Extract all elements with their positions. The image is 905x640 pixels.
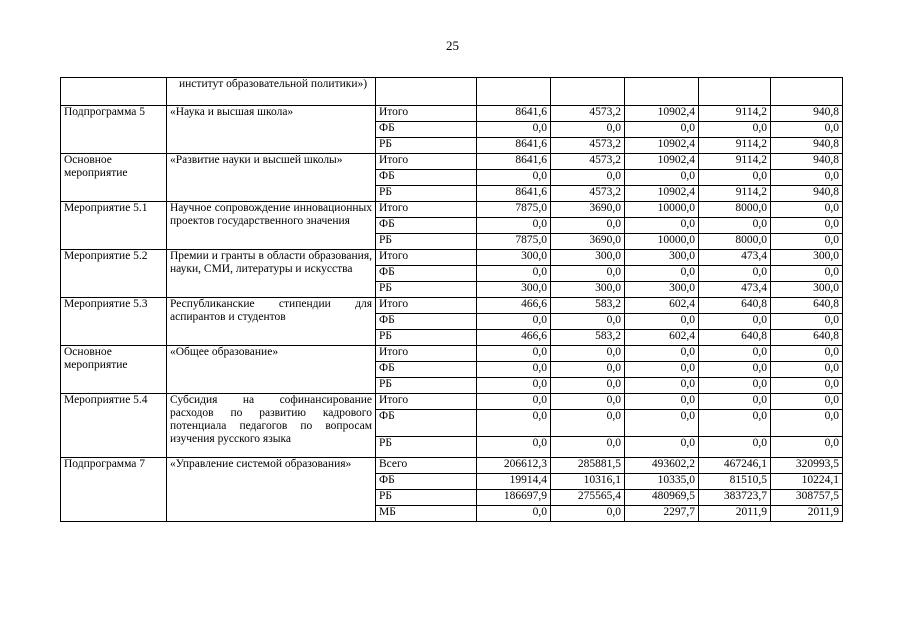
value-cell: 0,0: [551, 506, 625, 522]
value-cell: 0,0: [551, 394, 625, 410]
value-cell: 0,0: [477, 218, 551, 234]
program-title-cell: Научное сопровождение инновационных проектов государственного значения: [167, 202, 376, 250]
value-cell: 10335,0: [625, 474, 699, 490]
budget-type-cell: РБ: [376, 437, 477, 458]
value-cell: 0,0: [551, 378, 625, 394]
value-cell: 473,4: [699, 282, 771, 298]
value-cell: 0,0: [771, 346, 843, 362]
value-cell: 0,0: [771, 218, 843, 234]
value-cell: 0,0: [699, 314, 771, 330]
budget-type-cell: Итого: [376, 202, 477, 218]
value-cell: 7875,0: [477, 202, 551, 218]
value-cell: [699, 78, 771, 106]
value-cell: 0,0: [551, 362, 625, 378]
budget-row: [61, 394, 843, 410]
value-cell: 0,0: [771, 170, 843, 186]
funding-table: [60, 77, 843, 522]
value-cell: [625, 78, 699, 106]
value-cell: 4573,2: [551, 138, 625, 154]
value-cell: 300,0: [477, 250, 551, 266]
value-cell: 0,0: [551, 218, 625, 234]
budget-row: [61, 458, 843, 474]
value-cell: 583,2: [551, 330, 625, 346]
budget-type-cell: РБ: [376, 234, 477, 250]
value-cell: 2297,7: [625, 506, 699, 522]
value-cell: 583,2: [551, 298, 625, 314]
budget-type-cell: ФБ: [376, 314, 477, 330]
budget-type-cell: Итого: [376, 250, 477, 266]
budget-type-cell: РБ: [376, 378, 477, 394]
program-name-cell: Мероприятие 5.3: [61, 298, 167, 346]
value-cell: 0,0: [771, 266, 843, 282]
value-cell: 0,0: [771, 122, 843, 138]
budget-type-cell: ФБ: [376, 410, 477, 437]
value-cell: 0,0: [771, 362, 843, 378]
budget-type-cell: ФБ: [376, 122, 477, 138]
budget-type-cell: РБ: [376, 330, 477, 346]
value-cell: 81510,5: [699, 474, 771, 490]
value-cell: 0,0: [771, 394, 843, 410]
value-cell: 0,0: [699, 346, 771, 362]
program-title-cell: Республиканские стипендии для аспирантов и студентов: [167, 298, 376, 346]
funding-table-body: [61, 78, 843, 522]
value-cell: 480969,5: [625, 490, 699, 506]
value-cell: 493602,2: [625, 458, 699, 474]
value-cell: 0,0: [477, 266, 551, 282]
budget-row: [61, 106, 843, 122]
value-cell: 4573,2: [551, 186, 625, 202]
value-cell: 0,0: [699, 362, 771, 378]
page-number: 25: [446, 38, 459, 53]
value-cell: 467246,1: [699, 458, 771, 474]
program-name-cell: Мероприятие 5.1: [61, 202, 167, 250]
value-cell: 0,0: [625, 378, 699, 394]
value-cell: 10000,0: [625, 234, 699, 250]
budget-type-cell: Итого: [376, 154, 477, 170]
value-cell: 8641,6: [477, 106, 551, 122]
value-cell: 4573,2: [551, 106, 625, 122]
program-title-cell: институт образовательной политики»): [167, 78, 376, 106]
value-cell: 2011,9: [771, 506, 843, 522]
value-cell: 8641,6: [477, 138, 551, 154]
value-cell: 640,8: [771, 298, 843, 314]
budget-type-cell: Итого: [376, 394, 477, 410]
value-cell: 0,0: [771, 437, 843, 458]
budget-row: [61, 346, 843, 362]
value-cell: 10224,1: [771, 474, 843, 490]
budget-type-cell: ФБ: [376, 362, 477, 378]
value-cell: 300,0: [477, 282, 551, 298]
value-cell: 285881,5: [551, 458, 625, 474]
budget-type-cell: Итого: [376, 298, 477, 314]
program-title-cell: «Развитие науки и высшей школы»: [167, 154, 376, 202]
value-cell: 0,0: [477, 394, 551, 410]
value-cell: 0,0: [699, 218, 771, 234]
budget-type-cell: Итого: [376, 106, 477, 122]
value-cell: 0,0: [477, 314, 551, 330]
value-cell: 0,0: [699, 266, 771, 282]
value-cell: 0,0: [625, 410, 699, 437]
value-cell: 0,0: [771, 410, 843, 437]
value-cell: 0,0: [477, 506, 551, 522]
value-cell: 9114,2: [699, 154, 771, 170]
value-cell: 0,0: [699, 394, 771, 410]
value-cell: 8641,6: [477, 154, 551, 170]
budget-type-cell: ФБ: [376, 170, 477, 186]
budget-type-cell: Всего: [376, 458, 477, 474]
budget-row: [61, 250, 843, 266]
value-cell: 0,0: [699, 437, 771, 458]
program-title-cell: «Наука и высшая школа»: [167, 106, 376, 154]
value-cell: 308757,5: [771, 490, 843, 506]
budget-type-cell: РБ: [376, 490, 477, 506]
value-cell: 473,4: [699, 250, 771, 266]
value-cell: 19914,4: [477, 474, 551, 490]
budget-row: [61, 202, 843, 218]
budget-row: [61, 154, 843, 170]
budget-row: [61, 298, 843, 314]
value-cell: 940,8: [771, 106, 843, 122]
value-cell: 10000,0: [625, 202, 699, 218]
value-cell: 0,0: [551, 170, 625, 186]
value-cell: 8641,6: [477, 186, 551, 202]
value-cell: 940,8: [771, 186, 843, 202]
budget-type-cell: ФБ: [376, 474, 477, 490]
value-cell: 0,0: [625, 122, 699, 138]
value-cell: 3690,0: [551, 234, 625, 250]
value-cell: 300,0: [551, 282, 625, 298]
value-cell: 0,0: [699, 122, 771, 138]
value-cell: 602,4: [625, 330, 699, 346]
value-cell: 0,0: [771, 202, 843, 218]
value-cell: 7875,0: [477, 234, 551, 250]
value-cell: 0,0: [625, 346, 699, 362]
program-name-cell: Мероприятие 5.4: [61, 394, 167, 458]
budget-type-cell: РБ: [376, 186, 477, 202]
value-cell: 0,0: [477, 346, 551, 362]
program-name-cell: Мероприятие 5.2: [61, 250, 167, 298]
value-cell: 0,0: [625, 170, 699, 186]
value-cell: [551, 78, 625, 106]
value-cell: 0,0: [625, 394, 699, 410]
value-cell: 940,8: [771, 138, 843, 154]
value-cell: 0,0: [771, 378, 843, 394]
value-cell: 0,0: [551, 122, 625, 138]
budget-type-cell: РБ: [376, 138, 477, 154]
budget-type-cell: ФБ: [376, 266, 477, 282]
value-cell: 186697,9: [477, 490, 551, 506]
program-title-cell: «Общее образование»: [167, 346, 376, 394]
budget-type-cell: ФБ: [376, 218, 477, 234]
value-cell: 640,8: [699, 330, 771, 346]
value-cell: 0,0: [477, 437, 551, 458]
value-cell: [477, 78, 551, 106]
value-cell: 10902,4: [625, 138, 699, 154]
value-cell: 0,0: [477, 362, 551, 378]
value-cell: 9114,2: [699, 106, 771, 122]
value-cell: 275565,4: [551, 490, 625, 506]
value-cell: 2011,9: [699, 506, 771, 522]
value-cell: 206612,3: [477, 458, 551, 474]
program-name-cell: Основное мероприятие: [61, 346, 167, 394]
value-cell: 0,0: [699, 170, 771, 186]
budget-type-cell: Итого: [376, 346, 477, 362]
value-cell: 300,0: [625, 250, 699, 266]
budget-type-cell: [376, 78, 477, 106]
value-cell: 0,0: [551, 410, 625, 437]
program-name-cell: Подпрограмма 5: [61, 106, 167, 154]
value-cell: 300,0: [625, 282, 699, 298]
value-cell: 300,0: [771, 282, 843, 298]
value-cell: 466,6: [477, 330, 551, 346]
value-cell: 940,8: [771, 154, 843, 170]
value-cell: 0,0: [477, 170, 551, 186]
value-cell: 320993,5: [771, 458, 843, 474]
value-cell: 0,0: [771, 314, 843, 330]
value-cell: 10902,4: [625, 154, 699, 170]
value-cell: 602,4: [625, 298, 699, 314]
value-cell: 0,0: [551, 346, 625, 362]
budget-type-cell: РБ: [376, 282, 477, 298]
value-cell: 0,0: [551, 266, 625, 282]
value-cell: 383723,7: [699, 490, 771, 506]
value-cell: 0,0: [551, 314, 625, 330]
value-cell: 8000,0: [699, 234, 771, 250]
value-cell: 0,0: [625, 218, 699, 234]
value-cell: 0,0: [477, 378, 551, 394]
program-title-cell: Премии и гранты в области образования, науки, СМИ, литературы и искусства: [167, 250, 376, 298]
value-cell: 10902,4: [625, 106, 699, 122]
value-cell: 0,0: [699, 410, 771, 437]
program-title-cell: Субсидия на софинансирование расходов по развитию кадрового потенциала педагогов по вопросам изучения русского языка: [167, 394, 376, 458]
value-cell: 4573,2: [551, 154, 625, 170]
value-cell: 0,0: [551, 437, 625, 458]
value-cell: 8000,0: [699, 202, 771, 218]
value-cell: 10316,1: [551, 474, 625, 490]
value-cell: 0,0: [625, 362, 699, 378]
value-cell: 0,0: [625, 266, 699, 282]
value-cell: 10902,4: [625, 186, 699, 202]
value-cell: 3690,0: [551, 202, 625, 218]
value-cell: 0,0: [625, 437, 699, 458]
value-cell: 0,0: [477, 122, 551, 138]
value-cell: 0,0: [477, 410, 551, 437]
program-title-cell: «Управление системой образования»: [167, 458, 376, 522]
program-name-cell: Подпрограмма 7: [61, 458, 167, 522]
value-cell: 9114,2: [699, 186, 771, 202]
value-cell: 9114,2: [699, 138, 771, 154]
value-cell: 640,8: [699, 298, 771, 314]
value-cell: 300,0: [551, 250, 625, 266]
program-name-cell: [61, 78, 167, 106]
value-cell: 466,6: [477, 298, 551, 314]
value-cell: 300,0: [771, 250, 843, 266]
value-cell: 0,0: [771, 234, 843, 250]
value-cell: 0,0: [699, 378, 771, 394]
program-name-cell: Основное мероприятие: [61, 154, 167, 202]
budget-type-cell: МБ: [376, 506, 477, 522]
continuation-row: [61, 78, 843, 106]
value-cell: 640,8: [771, 330, 843, 346]
value-cell: [771, 78, 843, 106]
value-cell: 0,0: [625, 314, 699, 330]
